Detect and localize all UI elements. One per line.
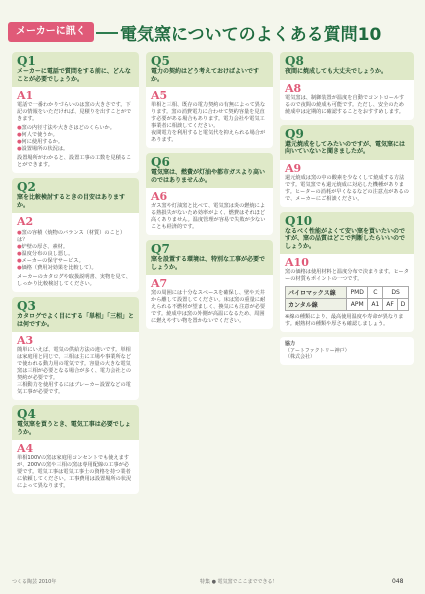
- answer-point: ●メーカーの保守サービス。: [17, 258, 84, 264]
- table-row: [286, 299, 409, 311]
- credit-box: [280, 337, 414, 365]
- answer-body: [12, 213, 139, 292]
- answer-number: A7: [151, 277, 168, 290]
- answer-text: 還元焼成は窯の中の酸素を少なくして焼成する方法です。電気窯でも還元焼成に対応した機種があります。ヒーターの消耗が早くなるなどの注意点があるので、メーカーにご相談ください。: [285, 174, 409, 202]
- table-cell: PMD: [347, 287, 368, 299]
- question-bar: [146, 52, 273, 87]
- heater-wire-table: [285, 286, 409, 311]
- answer-text: 単相と三相、既存の電力契約の有無によって異なります。窯の消費電力に合わせて契約容量を見直す必要がある場合もあります。電力会社や電気工事業者に相談してください。: [151, 102, 266, 129]
- qa-card-2: [12, 178, 139, 292]
- answer-point: ●価格（費用対効果を比較して）。: [17, 265, 97, 271]
- question-bar: [280, 125, 414, 160]
- answer-point: ●何人で使うか。: [17, 132, 58, 138]
- footer-section: 特集 ● 電気窯でここまでできる！: [200, 579, 278, 585]
- answer-body: [12, 332, 139, 400]
- question-number: Q6: [151, 155, 170, 169]
- question-text: 還元焼成をしてみたいのですが、電気窯には向いていないと聞きましたが。: [285, 140, 406, 155]
- question-number: Q9: [285, 126, 304, 141]
- question-bar: [12, 178, 139, 213]
- table-cell: パイロマックス線: [286, 287, 347, 299]
- qa-card-3: [12, 297, 139, 400]
- qa-card-1: [12, 52, 139, 173]
- answer-number: A2: [17, 215, 34, 228]
- question-bar: [12, 405, 139, 440]
- answer-number: A5: [151, 89, 168, 102]
- question-bar: [12, 52, 139, 87]
- answer-text: ガス窯や灯油窯と比べて、電気窯は炎の燃焼による熱損失がないため効率がよく、燃費はそれほど高くありません。温度管理が容易で失敗が少ないことも経済的です。: [151, 203, 266, 230]
- answer-number: A4: [17, 442, 34, 455]
- answer-point: ●温度分布の良し悪し。: [17, 251, 74, 257]
- question-bar: [280, 212, 414, 255]
- answer-text-2: 三相動力を使用するにはブレーカー設置などの電気工事が必要です。: [17, 382, 131, 395]
- qa-card-10: [280, 212, 414, 333]
- qa-card-9: [280, 125, 414, 207]
- question-number: Q5: [151, 54, 170, 68]
- answer-text: 簡単にいえば、電気の供給方法の違いです。単相は家庭用と同じで、三相は主に工場や事業所などで使われる動力用の電気です。容量の大きな電気窯は三相が必要となる場合が多く、電力会社との契約が必要です。: [17, 347, 132, 381]
- question-bar: [12, 297, 139, 332]
- question-text: 電気窯を買うとき、電気工事は必要でしょうか。: [17, 421, 131, 436]
- table-cell: カンタル線: [286, 299, 347, 311]
- answer-point: ●炉壁の厚さ、素材。: [17, 244, 69, 250]
- answer-body: [280, 80, 414, 120]
- answer-body: [146, 188, 273, 235]
- column-2: [146, 52, 273, 334]
- answer-body: [146, 275, 273, 329]
- question-text: 夜間に焼成しても大丈夫でしょうか。: [285, 68, 388, 75]
- answer-text: 単相100Vの窯は家庭用コンセントでも使えますが、200Vの窯や三相の窯は専用配線の工事が必要です。電気工事は電気工事士の資格を持つ業者に依頼してください。工事費用は設置場所の状況によって異なります。: [17, 455, 132, 489]
- answer-text-2: ※線の種類により、最高使用温度や寿命が異なります。耐熱材の種類や厚さも確認しましょう。: [285, 314, 404, 327]
- column-1: [12, 52, 139, 499]
- footer-publication: つくる陶芸 2010年: [12, 579, 57, 585]
- question-number: Q8: [285, 54, 304, 68]
- question-text: メーカーに電話で質問をする前に、どんなことが必要でしょうか。: [17, 68, 131, 83]
- answer-number: A9: [285, 161, 302, 175]
- question-text: 窯を比較検討するときの目安はありますか。: [17, 194, 126, 209]
- answer-body: [280, 254, 414, 332]
- question-text: カタログでよく目にする「単相」「三相」とは何ですか。: [17, 313, 135, 328]
- answer-body: [12, 440, 139, 494]
- qa-card-8: [280, 52, 414, 120]
- table-cell: A1: [368, 299, 383, 311]
- question-number: Q2: [17, 180, 36, 194]
- question-bar: [146, 240, 273, 275]
- answer-body: [146, 87, 273, 148]
- question-number: Q4: [17, 407, 36, 421]
- answer-number: A3: [17, 334, 34, 347]
- answer-text: メーカーのカタログや取扱説明書、実物を見て、しっかり比較検討してください。: [17, 274, 131, 287]
- question-bar: [280, 52, 414, 80]
- answer-point: ●設置場所の状況は。: [17, 146, 69, 152]
- answer-text: 電話で一番わかりづらいのは窯の大きさです。下記の情報をいただければ、見積りを出すことができます。: [17, 102, 132, 122]
- qa-card-5: [146, 52, 273, 148]
- header: [8, 20, 418, 48]
- qa-card-6: [146, 153, 273, 235]
- question-text: なるべく性能がよくて安い窯を買いたいのですが、窯の品質はどこで判断したらいいのでしょうか。: [285, 227, 406, 250]
- answer-point: ●窯の内径寸法や大きさはどのくらいか。: [17, 125, 115, 131]
- question-number: Q1: [17, 54, 36, 68]
- table-cell: APM: [347, 299, 368, 311]
- qa-card-7: [146, 240, 273, 329]
- table-cell: AF: [383, 299, 398, 311]
- table-cell: DS: [383, 287, 409, 299]
- answer-body: [280, 160, 414, 207]
- question-number: Q10: [285, 213, 313, 228]
- credit-line: （株式会社）: [285, 354, 316, 360]
- question-number: Q7: [151, 242, 170, 256]
- category-tag: メーカーに訊く: [8, 22, 94, 42]
- answer-point: ●窯の容積（焼物のバランス（材質）のこと）は？: [17, 230, 126, 243]
- answer-points: [17, 230, 134, 272]
- question-text: 電力の契約はどう考えておけばよいですか。: [151, 68, 260, 83]
- answer-number: A1: [17, 89, 34, 102]
- answer-points: [17, 125, 134, 153]
- answer-body: [12, 87, 139, 173]
- answer-text: 窯の価格は使用材料と温度分布で決まります。ヒーターの材質もポイントの一つです。: [285, 269, 409, 282]
- answer-point: ●何に使用するか。: [17, 139, 64, 145]
- answer-text: 窯の周囲には十分なスペースを確保し、壁や天井から離して設置してください。床は窯の重量に耐えられる不燃材が望ましく、換気にも注意が必要です。焼成中は窯の外側が高温になるため、周囲に燃えやすい物を置かないでください。: [151, 290, 266, 324]
- page-title: 電気窯についてのよくある質問10: [120, 25, 382, 45]
- answer-text-2: 設置場所がわかると、設置工事の工数を見積ることができます。: [17, 155, 132, 168]
- qa-card-4: [12, 405, 139, 494]
- answer-number: A10: [285, 256, 309, 269]
- page-number: 048: [392, 578, 404, 585]
- credit-line: （アートファクトリー神戸）: [285, 347, 350, 354]
- answer-number: A6: [151, 190, 168, 203]
- question-number: Q3: [17, 299, 36, 313]
- answer-text: 電気窯は、制御装置が温度を自動でコントロールするので夜間の焼成も可能です。ただし、安全のため焼成中は定期的に確認することをおすすめします。: [285, 94, 405, 115]
- question-text: 電気窯は、燃費が灯油や都市ガスより高いのではありませんか。: [151, 169, 266, 184]
- question-text: 窯を設置する環境は、特別な工事が必要でしょうか。: [151, 256, 266, 271]
- answer-number: A8: [285, 81, 302, 95]
- credit-title: 協力: [285, 341, 296, 347]
- answer-text-2: 夜間電力を利用すると電気代を抑えられる場合があります。: [151, 130, 266, 143]
- table-cell: C: [368, 287, 383, 299]
- question-bar: [146, 153, 273, 188]
- table-cell: D: [397, 299, 408, 311]
- column-3: [280, 52, 414, 370]
- table-row: [286, 287, 409, 299]
- title-rule: [96, 32, 118, 34]
